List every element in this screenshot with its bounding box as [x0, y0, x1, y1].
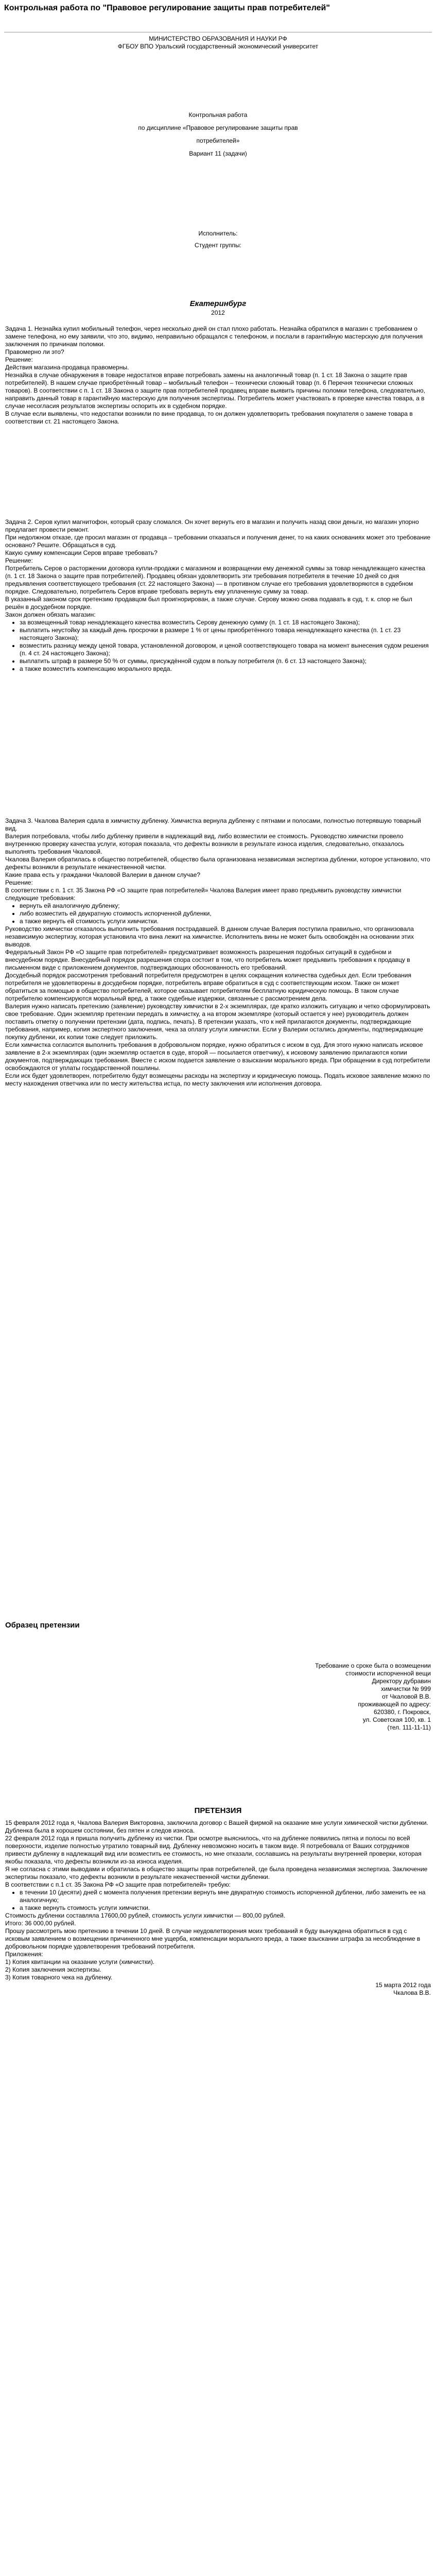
- list-item: • а также возместить компенсацию морального вреда.: [20, 665, 431, 673]
- task-2-text: Задача 2. Серов купил магнитофон, который сразу сломался. Он хочет вернуть его в магазин и получить назад свои деньги, но магазин упорно предлагает провести ремонт.: [5, 518, 419, 533]
- work-type: Контрольная работа: [188, 111, 248, 118]
- claim-paragraph: 22 февраля 2012 года я пришла получить дубленку из чистки. При осмотре выяснилось, что на дубленке появились пятна и полосы по всей поверхности, изделие полностью утратило товарный вид. Дубленку невозможно носить в таком виде. Я потребовала от Ваших сотрудников привести дубленку в надлежащий вид или возместить ее стоимость, но мне отказали, сославшись на результаты внутренней проверки, которая якобы показала, что дефекты возникли из-за износа изделия.: [5, 1835, 422, 1865]
- addressee-line: (тел. 111-11-11): [387, 1724, 431, 1731]
- list-item: • за возмещенный товар ненадлежащего качества возместить Серову денежную сумму (п. 1 ст. 18 настоящего Закона);: [20, 619, 431, 626]
- task-3-text: Задача 3. Чкалова Валерия сдала в химчистку дубленку. Химчистка вернула дубленку с пятнами и полосами, полностью потерявшую товарный вид.: [5, 817, 421, 832]
- task-3-answer-1: В соответствии с п. 1 ст. 35 Закона РФ «О защите прав потребителей» Чкалова Валерия имеет право предъявить руководству химчистки следующие требования:: [5, 887, 402, 902]
- addressee-line: от Чкаловой В.В.: [382, 1693, 431, 1700]
- claim-title-text: ПРЕТЕНЗИЯ: [194, 1806, 242, 1815]
- year: 2012: [211, 309, 225, 316]
- discipline: по дисциплине «Правовое регулирование защиты прав: [138, 124, 298, 131]
- addressee-line: проживающей по адресу:: [358, 1701, 431, 1708]
- claim-paragraph: В соответствии с п.1 ст. 35 Закона РФ «О защите прав потребителей» требую:: [5, 1881, 231, 1888]
- task-1-answer-1: Действия магазина-продавца правомерны.: [5, 364, 129, 371]
- addressee-line: стоимости испорченной вещи: [345, 1670, 431, 1677]
- document: [0, 3, 436, 2576]
- attachments-label: Приложения:: [5, 1951, 43, 1958]
- performer-block: [5, 230, 431, 249]
- claim-title: [5, 1806, 431, 1816]
- ministry: МИНИСТЕРСТВО ОБРАЗОВАНИЯ И НАУКИ РФ: [149, 35, 287, 42]
- addressee-line: Директору дубравин: [372, 1677, 431, 1685]
- title-page: [5, 35, 431, 50]
- task-3-text-2: Валерия потребовала, чтобы либо дубленку привели в надлежащий вид, либо возместили ее стоимость. Руководство химчистки провело внутреннюю проверку качества услуги, которая показала, что дефекты возникли в результате износа изделия, следовательно, отказалось выполнять требования Чкаловой.: [5, 833, 405, 855]
- claim-paragraph: Стоимость дубленки составляла 17600,00 рублей, стоимость услуги химчистки — 800,00 рублей.: [5, 1912, 286, 1919]
- attachment-item: 1) Копия квитанции на оказание услуги (химчистки).: [5, 1958, 155, 1965]
- claim-paragraph: Итого: 36 000,00 рублей.: [5, 1920, 76, 1927]
- claim-paragraph: 15 февраля 2012 года я, Чкалова Валерия Викторовна, заключила договор с Вашей фирмой на оказание мне услуги химической чистки дубленки. Дубленка была в хорошем состоянии, без пятен и следов износа.: [5, 1819, 428, 1834]
- task-3-answer-6: Если химчистка согласится выполнить требования в добровольном порядке, нужно обратиться с иском в суд. Для этого нужно написать исковое заявление в 2-х экземплярах (один экземпляр остается в суде, второй — посылается ответчику), к исковому заявлению прилагаются копии документов, подтверждающих требования. Вместе с иском подается заявление о взыскании морального вреда. При обращении в суд потребители освобождаются от уплаты государственной пошлины.: [5, 1041, 430, 1072]
- task-2-answer-label: Решение:: [5, 557, 33, 564]
- claim-demands: [5, 1889, 431, 1912]
- discipline-2: потребителей»: [196, 137, 240, 144]
- list-item: • в течении 10 (десяти) дней с момента получения претензии вернуть мне двукратную стоимость испорченной дубленки, либо заменить ее на аналогичную;: [20, 1889, 431, 1904]
- claim-paragraph: Прошу рассмотреть мою претензию в течении 10 дней. В случае неудовлетворения моих требований я буду вынуждена обратиться в суд с исковым заявлением о возмещении причиненного мне ущерба, компенсации морального вреда, а также взыскании штрафа за несоблюдение в добровольном порядке удовлетворения требований потребителя.: [5, 1927, 421, 1950]
- task-2: [5, 518, 431, 673]
- claim-heading: [5, 1621, 431, 1631]
- document-title: Контрольная работа по "Правовое регулирование защиты прав потребителей": [4, 4, 330, 12]
- list-item: • а также вернуть ей стоимость услуги химчистки.: [20, 918, 431, 925]
- city-year: [5, 299, 431, 317]
- task-1-answer-label: Решение:: [5, 356, 33, 363]
- task-3-answer-5: Валерия нужно написать претензию (заявление) руководству химчистки в 2-х экземплярах, где кратко изложить ситуацию и четко сформулировать свое требование. Один экземпляр претензии передать в химчистку, а на втором экземпляре (который остается у нее) руководитель должен поставить отметку о получении претензии (дата, подпись, печать). В претензии указать, что к ней прилагаются документы, подтверждающие требования, например, копия экспертного заключения, чека за оплату услуги химчистки. Если у Валерии остались документы, подтверждающие покупку дубленки, их копии тоже следует приложить.: [5, 1003, 430, 1041]
- claim-addressee: [5, 1662, 431, 1732]
- task-1-text: Задача 1. Незнайка купил мобильный телефон, через несколько дней он стал плохо работать. Незнайка обратился в магазин с требованием о замене телефона, но ему заявили, что это, видимо, неправильно обращался с телефоном, и послали в гарантийную мастерскую для получения заключения по причинам поломки.: [5, 325, 423, 348]
- claim-heading-text: Образец претензии: [5, 1621, 80, 1630]
- addressee-line: ул. Советская 100, кв. 1: [362, 1716, 431, 1723]
- addressee-line: Требование о сроке быта о возмещении: [315, 1662, 431, 1669]
- task-1-answer-2: Незнайка в случае обнаружения в товаре недостатков вправе потребовать замены на аналогичный товар (п. 1 ст. 18 Закона о защите прав потребителей). В нашем случае приобретённый товар – мобильный телефон – технически сложный товар (п. 6 Перечня технически сложных товаров). В соответствии с п. 1 ст. 18 Закона о защите прав потребителей продавец вправе выявить причины поломки телефона, следовательно, направить данный товар в гарантийную мастерскую для получения экспертизы. Потребитель может участвовать в проверке качества товара, а в случае несогласия результатов экспертизы оспорить их в судебном порядке.: [5, 371, 426, 410]
- task-3-answer-label: Решение:: [5, 879, 33, 886]
- city: Екатеринбург: [189, 299, 247, 308]
- list-item: • либо возместить ей двукратную стоимость испорченной дубленки,: [20, 910, 431, 918]
- task-2-list: [5, 619, 431, 673]
- list-item: • выплатить штраф в размере 50 % от суммы, присуждённой судом в пользу потребителя (п. 6 ст. 13 настоящего Закона);: [20, 657, 431, 665]
- task-3-answer-3: Федеральный Закон РФ «О защите прав потребителей» предусматривает возможность разрешения подобных ситуаций в судебном и внесудебном порядке. Внесудебный порядок разрешения спора состоит в том, что потребитель может предъявить требования к продавцу в письменном виде с приложением документов, подтверждающих обоснованность его требований.: [5, 948, 410, 971]
- university: ФГБОУ ВПО Уральский государственный экономический университет: [117, 43, 319, 50]
- task-2-answer-3: Закон должен обязать магазин:: [5, 611, 96, 618]
- claim-body: [5, 1819, 431, 1997]
- addressee-line: 620380, г. Покровск,: [373, 1708, 431, 1716]
- task-1-question: Правомерно ли это?: [5, 348, 64, 355]
- task-1: [5, 325, 431, 426]
- work-info: [5, 111, 431, 158]
- attachment-item: 2) Копия заключения экспертизы.: [5, 1966, 101, 1973]
- student: Студент группы:: [195, 242, 241, 249]
- attachment-item: 3) Копия товарного чека на дубленку.: [5, 1974, 113, 1981]
- addressee-line: химчистки № 999: [381, 1685, 431, 1692]
- task-3-answer-2: Руководство химчистки отказалось выполнить требования пострадавшей. В данном случае Валерия поступила правильно, что организовала независимую экспертизу, которая установила что вина лежит на химчистке. Исполнитель вины не может быть освобождён на основании этих выводов.: [5, 925, 414, 948]
- variant: Вариант 11 (задачи): [189, 150, 247, 157]
- list-item: • выплатить неустойку за каждый день просрочки в размере 1 % от цены приобретённого товара ненадлежащего качества (п. 1 ст. 23 настоящего Закона);: [20, 626, 431, 642]
- task-2-question: При недолжном отказе, где просил магазин от продавца – требовании отказаться и получения денег, то на каких основаниях может это требование основано? Решите. Обращаться в суд.: [5, 534, 431, 549]
- task-2-question-2: Какую сумму компенсации Серов вправе требовать?: [5, 549, 158, 556]
- task-3-text-3: Чкалова Валерия обратилась в общество потребителей, общество была организована независимая экспертиза дубленки, которое установило, что дефекты возникли в результате некачественной чистки.: [5, 856, 430, 871]
- claim-paragraph: Я не согласна с этими выводами и обратилась в общество защиты прав потребителей, где была проведена независимая экспертиза. Заключение экспертизы показало, что дефекты возникли в результате некачественной чистки дубленки.: [5, 1866, 428, 1880]
- claim-signature: Чкалова В.В.: [393, 1989, 431, 1996]
- claim-date: 15 марта 2012 года: [375, 1981, 431, 1989]
- task-3-answer-4: Досудебный порядок рассмотрения требований потребителя предусмотрен в целях сокращения количества судебных дел. Если требования потребителя не удовлетворены в досудебном порядке, потребитель вправе обратиться в суд с соответствующим иском. Также он может обратиться за помощью в общество потребителей, которое оказывает потребителям бесплатную юридическую помощь. В таком случае потребителю компенсируются моральный вред, а также судебные издержки, связанные с рассмотрением дела.: [5, 972, 411, 1002]
- task-1-answer-3: В случае если выявлены, что недостатки возникли по вине продавца, то он должен удовлетворить требования покупателя о замене товара в соответствии ст. 21 настоящего Закона.: [5, 410, 413, 425]
- list-item: • а также вернуть стоимость услуги химчистки.: [20, 1904, 431, 1912]
- performer: Исполнитель:: [198, 230, 238, 237]
- task-2-answer-1: Потребитель Серов о расторжении договора купли-продажи с магазином и возвращении ему денежной суммы за товар ненадлежащего качества (п. 1 ст. 18 Закона о защите прав потребителей). Продавец обязан удовлетворить эти требования потребителя в течение 10 дней со дня предъявления соответствующего требования (ст. 22 настоящего Закона) — в противном случае его требования удовлетворяются в судебном порядке. Следовательно, потребитель Серов вправе требовать вернуть ему уплаченную сумму за товар.: [5, 565, 425, 595]
- task-2-answer-2: В указанный законом срок претензию продавцом был проигнорирован, а также случае. Серову можно снова подавать в суд, т. к. спор не был решён в досудебном порядке.: [5, 596, 412, 611]
- list-item: • возместить разницу между ценой товара, установленной договором, и ценой соответствующего товара на момент вынесения судом решения (п. 4 ст. 24 настоящего Закона);: [20, 642, 431, 657]
- task-3-list: [5, 902, 431, 925]
- task-3-answer-7: Если иск будет удовлетворен, потребителю будут возмещены расходы на экспертизу и юридическую помощь. Подать исковое заявление можно по месту нахождения ответчика или по месту жительства истца, по месту заключения или исполнения договора.: [5, 1072, 430, 1087]
- task-3-question: Какие права есть у гражданки Чкаловой Валерии в данном случае?: [5, 871, 201, 878]
- task-3: [5, 817, 431, 1088]
- list-item: • вернуть ей аналогичную дубленку;: [20, 902, 431, 910]
